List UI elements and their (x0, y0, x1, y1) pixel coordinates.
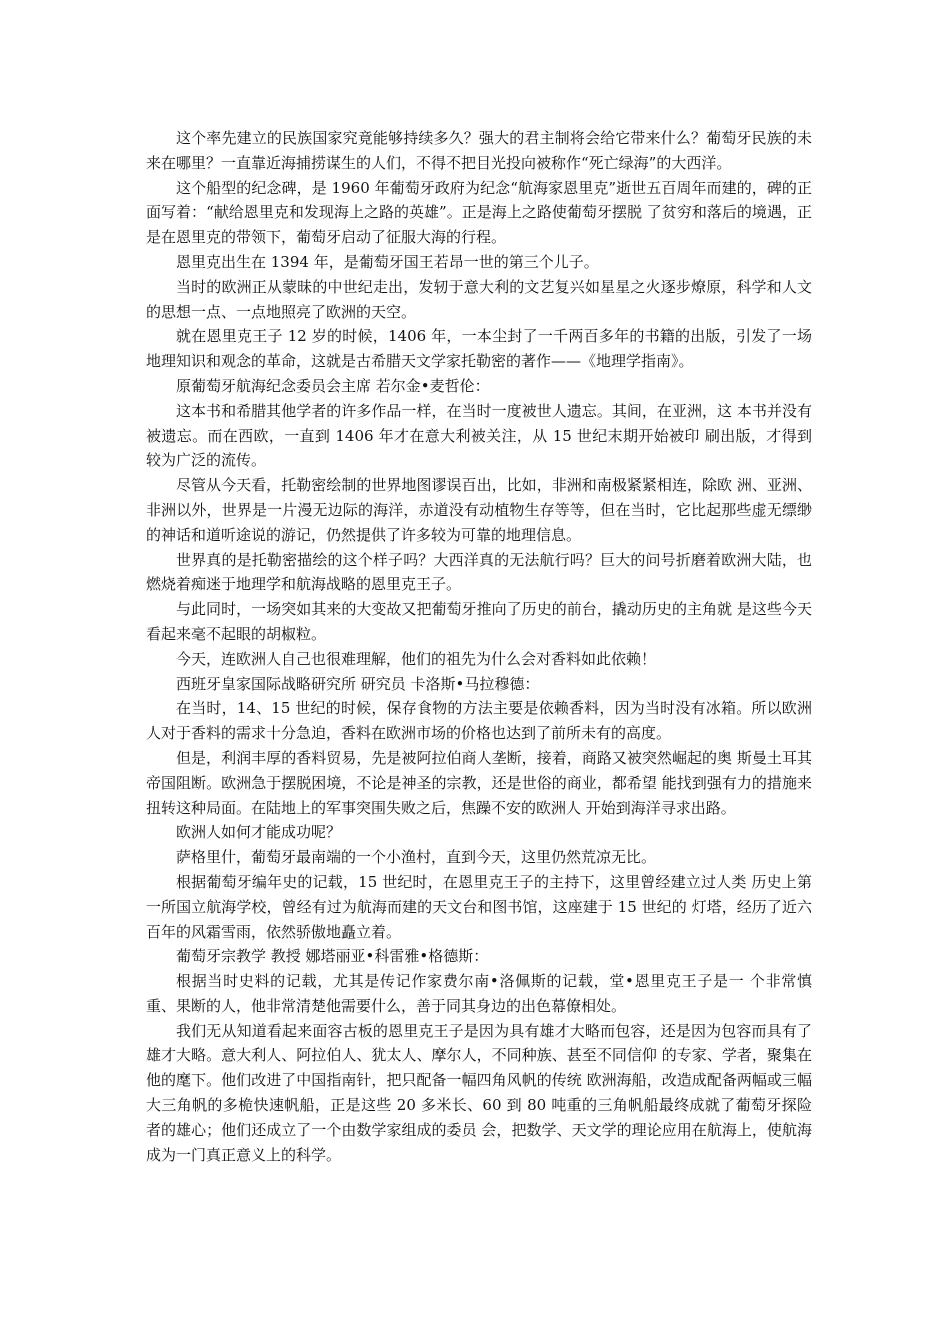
paragraph: 世界真的是托勒密描绘的这个样子吗？大西洋真的无法航行吗？巨大的问号折磨着欧洲大陆，也燃烧着痴迷于地理学和航海战略的恩里克王子。 (146, 550, 812, 594)
paragraph: 这本书和希腊其他学者的许多作品一样，在当时一度被世人遗忘。其间，在亚洲，这 本书并没有被遗忘。而在西欧，一直到 1406 年才在意大利被关注，从 15 世纪末期开始被印 刷出版，才得到较为广泛的流传。 (146, 401, 812, 470)
speaker-caption: 原葡萄牙航海纪念委员会主席 若尔金•麦哲伦： (176, 376, 490, 395)
paragraph: 就在恩里克王子 12 岁的时候，1406 年，一本尘封了一千两百多年的书籍的出版，引发了一场地理知识和观念的革命，这就是古希腊天文学家托勒密的著作——《地理学指南》。 (146, 327, 812, 371)
paragraph: 在当时，14、15 世纪的时候，保存食物的方法主要是依赖香料，因为当时没有冰箱。所以欧洲人对于香料的需求十分急迫，香料在欧洲市场的价格也达到了前所未有的高度。 (146, 699, 812, 743)
paragraph: 今天，连欧洲人自己也很难理解，他们的祖先为什么会对香料如此依赖！ (176, 649, 657, 668)
paragraph: 恩里克出生在 1394 年，是葡萄牙国王若昂一世的第三个儿子。 (176, 252, 599, 271)
paragraph: 根据葡萄牙编年史的记载，15 世纪时，在恩里克王子的主持下，这里曾经建立过人类 历史上第一所国立航海学校，曾经有过为航海而建的天文台和图书馆，这座建于 15 世纪的 灯塔，经历了近六百年的风霜雪雨，依然骄傲地矗立着。 (146, 872, 812, 941)
paragraph: 这个船型的纪念碑，是 1960 年葡萄牙政府为纪念“航海家恩里克”逝世五百周年而建的，碑的正面写着：“献给恩里克和发现海上之路的英雄”。正是海上之路使葡萄牙摆脱 了贫穷和落后的境遇，正是在恩里克的带领下，葡萄牙启动了征服大海的行程。 (146, 178, 812, 247)
paragraph: 根据当时史料的记载，尤其是传记作家费尔南•洛佩斯的记载，堂•恩里克王子是一 个非常慎重、果断的人，他非常清楚他需要什么，善于同其身边的出色幕僚相处。 (146, 972, 812, 1015)
paragraph: 但是，利润丰厚的香料贸易，先是被阿拉伯商人垄断，接着，商路又被突然崛起的奥 斯曼土耳其帝国阻断。欧洲急于摆脱困境，不论是神圣的宗教，还是世俗的商业，都希望 能找到强有力的措施来扭转这种局面。在陆地上的军事突围失败之后，焦躁不安的欧洲人 开始到海洋寻求出路。 (146, 748, 812, 817)
paragraph: 与此同时，一场突如其来的大变故又把葡萄牙推向了历史的前台，撬动历史的主角就 是这些今天看起来毫不起眼的胡椒粒。 (146, 600, 812, 643)
paragraph: 尽管从今天看，托勒密绘制的世界地图谬误百出，比如，非洲和南极紧紧相连，除欧 洲、亚洲、非洲以外，世界是一片漫无边际的海洋，赤道没有动植物生存等等，但在当时，它比起那些虚无缥缈的神话和道听途说的游记，仍然提供了许多较为可靠的地理信息。 (146, 476, 812, 544)
document-body (146, 126, 812, 1167)
paragraph: 萨格里什，葡萄牙最南端的一个小渔村，直到今天，这里仍然荒凉无比。 (176, 848, 657, 867)
paragraph: 当时的欧洲正从蒙昧的中世纪走出，发轫于意大利的文艺复兴如星星之火逐步燎原，科学和人文的思想一点、一点地照亮了欧洲的天空。 (146, 277, 812, 321)
speaker-caption: 西班牙皇家国际战略研究所 研究员 卡洛斯•马拉穆德： (176, 674, 540, 693)
speaker-caption: 葡萄牙宗教学 教授 娜塔丽亚•科雷雅•格德斯： (176, 947, 489, 966)
paragraph: 我们无从知道看起来面容古板的恩里克王子是因为具有雄才大略而包容，还是因为包容而具有了雄才大略。意大利人、阿拉伯人、犹太人、摩尔人，不同种族、甚至不同信仰 的专家、学者，聚集在他的麾下。他们改进了中国指南针，把只配备一幅四角风帆的传统 欧洲海船，改造成配备两幅或三幅大三角帆的多桅快速帆船，正是这些 20 多米长、60 到 80 吨重的三角帆船最终成就了葡萄牙探险者的雄心；他们还成立了一个由数学家组成的委员 会，把数学、天文学的理论应用在航海上，使航海成为一门真正意义上的科学。 (146, 1021, 812, 1164)
paragraph: 这个率先建立的民族国家究竟能够持续多久？强大的君主制将会给它带来什么？葡萄牙民族的未来在哪里？一直靠近海捕捞谋生的人们，不得不把目光投向被称作“死亡绿海”的大西洋。 (146, 129, 812, 172)
paragraph: 欧洲人如何才能成功呢？ (176, 823, 342, 842)
